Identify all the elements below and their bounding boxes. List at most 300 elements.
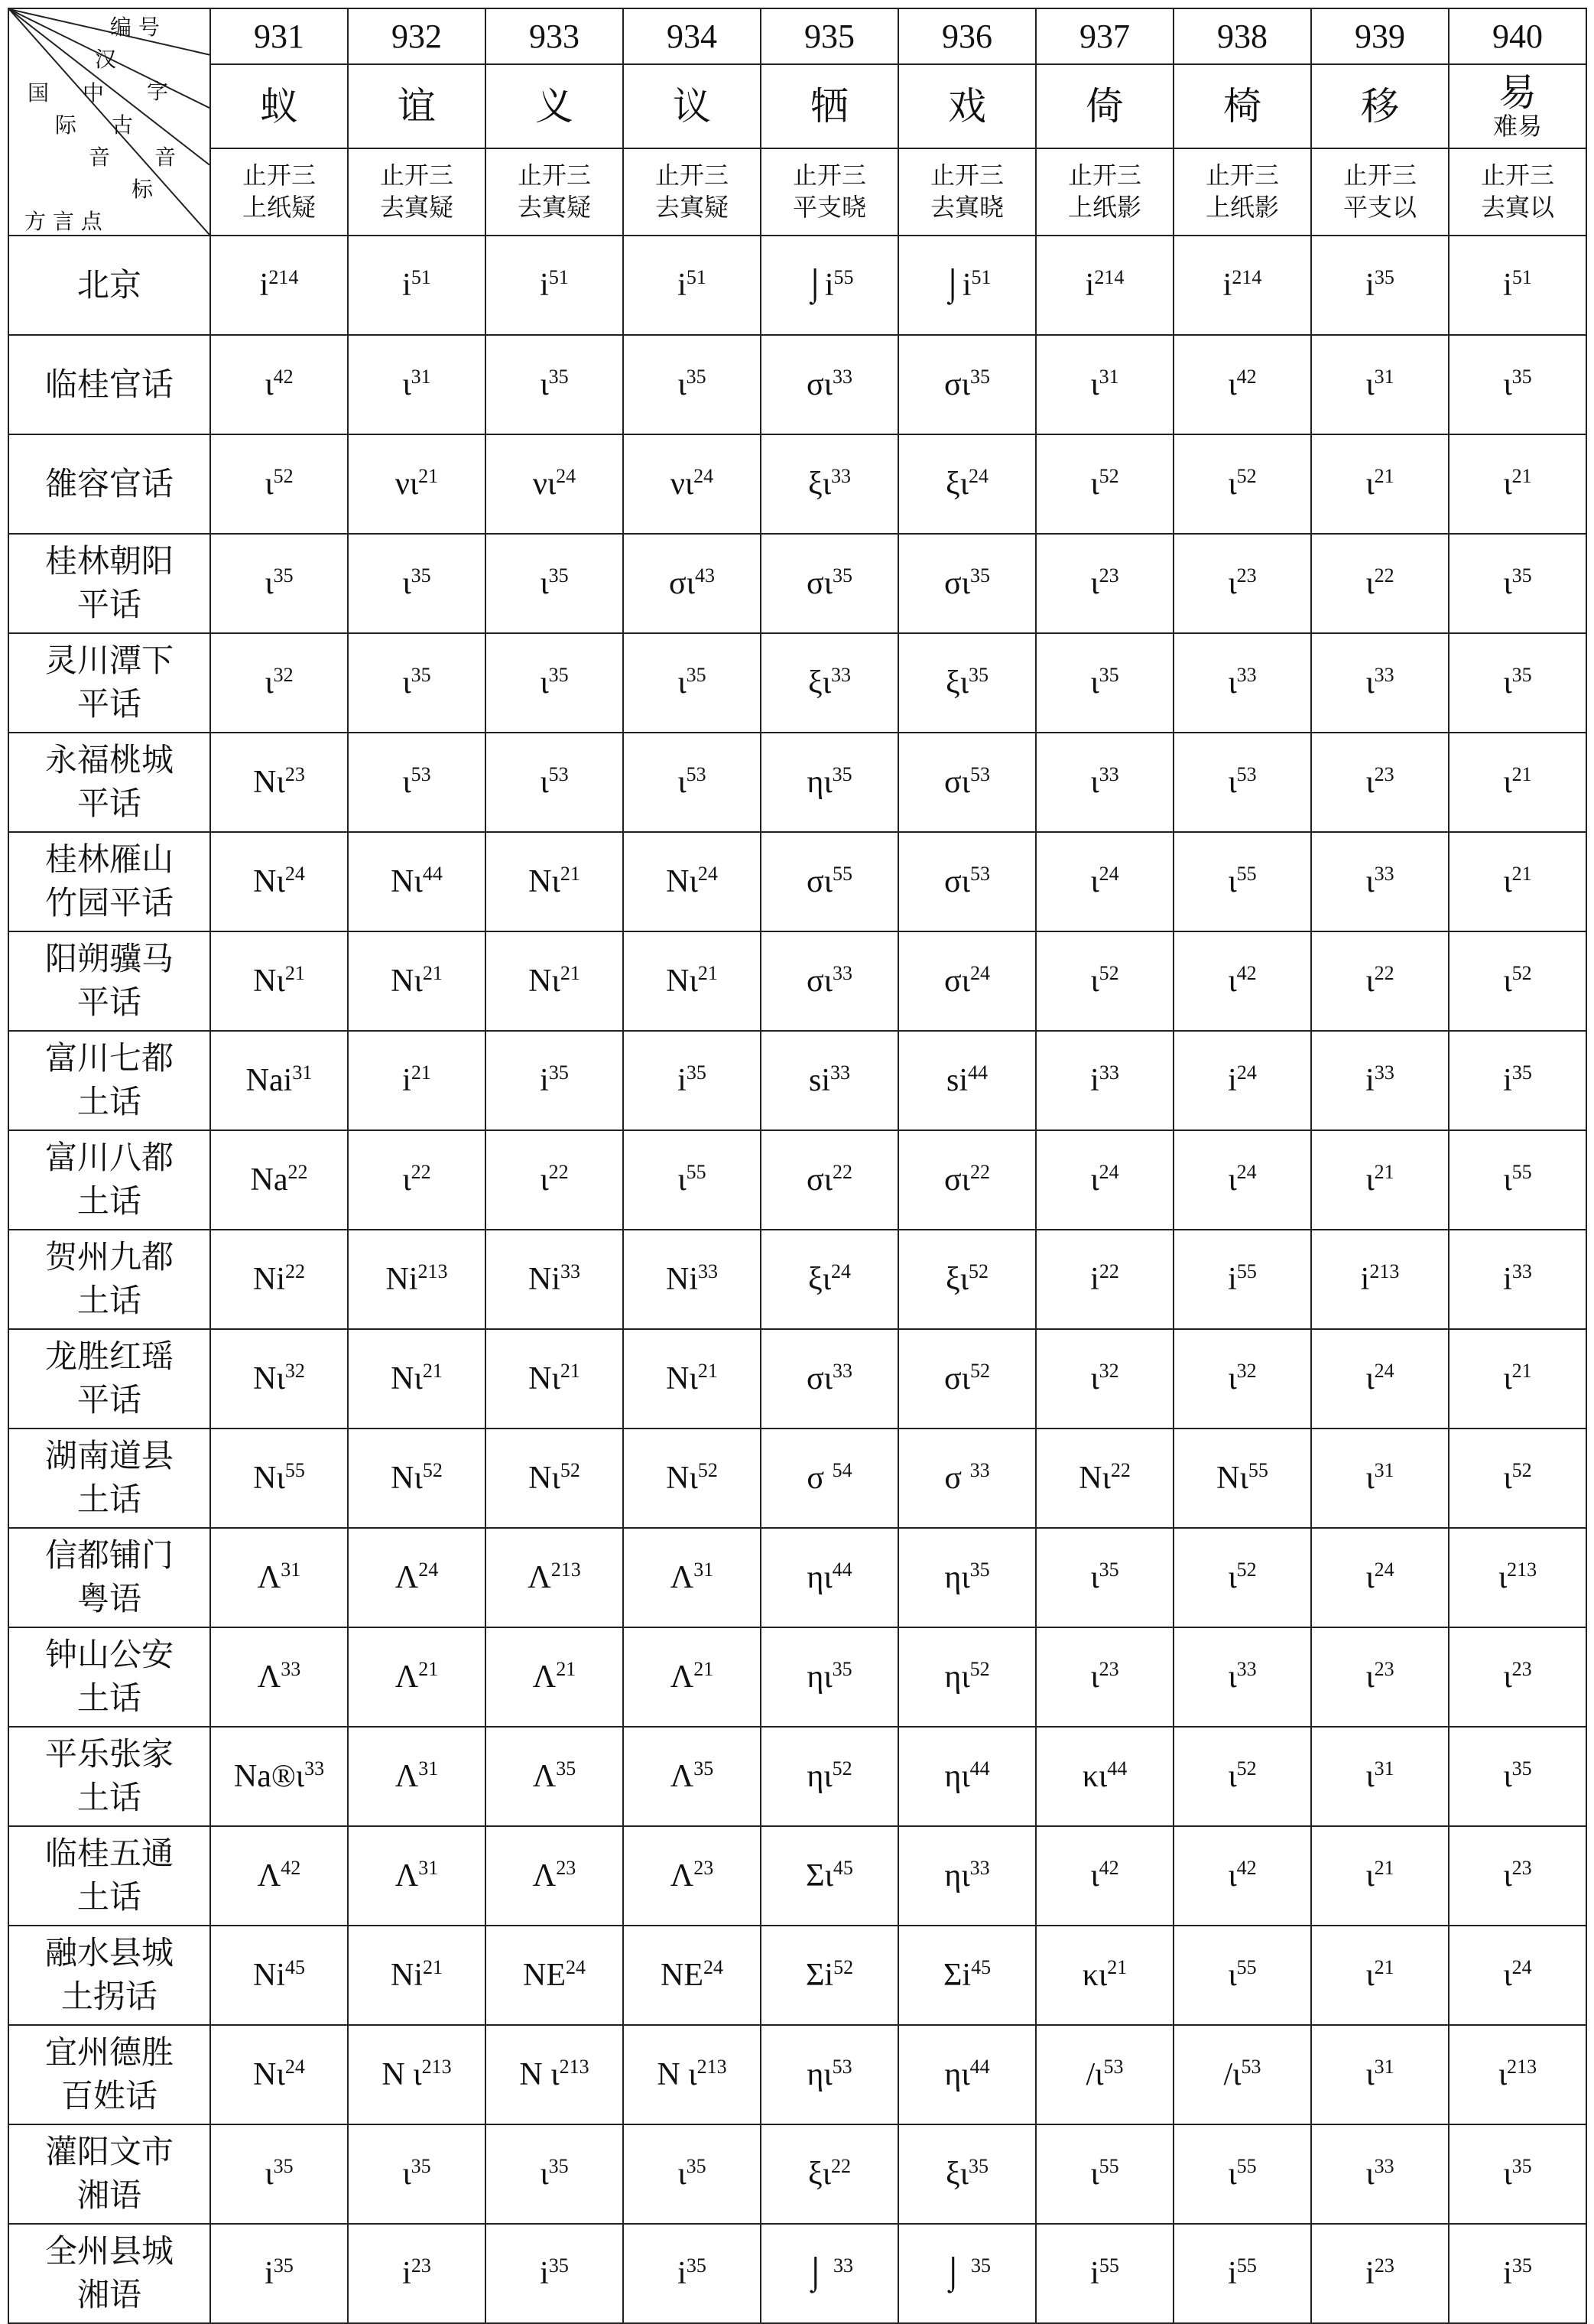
tone-number: 33 [969,1459,990,1481]
pronunciation-base: Λ [394,1560,419,1595]
tone-number: 53 [1236,763,1257,785]
mc-tone-initial: 去寘以 [1480,193,1554,222]
dialect-location-line1: 桂林朝阳 [44,542,174,580]
tone-number: 21 [560,962,580,984]
pronunciation-base: i [1503,1063,1512,1098]
tone-number: 51 [686,266,706,288]
tone-number: 23 [1511,1857,1532,1879]
pronunciation-cell [761,2224,898,2323]
pronunciation-base: i [1222,268,1232,303]
pronunciation-cell [348,633,485,733]
tone-number: 44 [832,1559,852,1581]
tone-number: 51 [971,266,992,288]
pronunciation-cell [1449,434,1586,534]
dialect-location-line2: 土拐话 [60,1978,157,2015]
tone-number: 21 [1107,1956,1128,1978]
pronunciation-cell [1036,335,1174,434]
pronunciation-cell [761,335,898,434]
tone-number: 53 [1103,2056,1124,2078]
pronunciation-base: ι [265,665,274,700]
tone-number: 21 [418,1658,439,1680]
tone-number: 22 [285,1260,305,1282]
pronunciation-cell [898,2025,1036,2124]
table-row [8,1826,1586,1926]
column-middle-chinese [485,148,623,236]
pronunciation-cell [348,2224,485,2323]
dialect-location-line2: 土话 [76,1282,141,1319]
tone-number: 23 [1099,564,1119,587]
tone-number: 35 [273,2155,294,2177]
pronunciation-cell [485,1727,623,1826]
pronunciation-base: N ι [657,2057,697,2092]
tone-number: 52 [969,1658,990,1680]
dialect-location-line1: 雒容官话 [44,464,174,502]
pronunciation-base: νι [394,466,419,502]
pronunciation-cell [1174,236,1311,335]
pronunciation-base: ι [1365,1759,1375,1794]
pronunciation-cell [210,1627,348,1727]
tone-number: 35 [411,664,431,686]
pronunciation-base: σι [807,566,833,601]
tone-number: 55 [1099,2254,1119,2277]
tone-number: 52 [560,1459,580,1481]
pronunciation-base: ι [1365,964,1375,999]
tone-number: 55 [1248,1459,1268,1481]
pronunciation-base: ι [1503,367,1512,402]
pronunciation-base: ι [1503,1162,1512,1198]
pronunciation-cell [1311,1727,1449,1826]
pronunciation-cell [761,236,898,335]
tone-number: 33 [831,465,852,487]
tone-number: 55 [1236,2254,1257,2277]
pronunciation-base: Σi [943,1958,972,1993]
pronunciation-base: ι [1498,2057,1508,2092]
mc-rhyme: 止开三 [379,161,453,190]
table-row [8,1230,1586,1329]
pronunciation-base: σι [807,1162,833,1198]
tone-number: 24 [703,1956,723,1978]
tone-number: 35 [686,366,706,388]
tone-number: 35 [832,763,852,785]
tone-number: 35 [686,1061,706,1084]
pronunciation-base: ι [1090,1361,1099,1396]
tone-number: 35 [969,366,990,388]
pronunciation-cell [623,1627,761,1727]
tone-number: 53 [411,763,431,785]
dialect-location [8,1429,210,1528]
pronunciation-cell [1311,1230,1449,1329]
pronunciation-cell [348,335,485,434]
pronunciation-base: i [677,2256,687,2291]
pronunciation-base: ι [1365,1461,1375,1496]
tone-number: 35 [548,2254,569,2277]
column-character: 移 [1361,83,1399,128]
column-character: 谊 [398,83,436,128]
pronunciation-cell [761,931,898,1031]
pronunciation-cell [1449,1429,1586,1528]
pronunciation-base: ι [1228,1560,1237,1595]
pronunciation-base: ι [1365,1858,1375,1893]
pronunciation-base: σι [807,1361,833,1396]
tone-number: 55 [1236,1260,1257,1282]
pronunciation-base: ι [540,1162,549,1198]
pronunciation-cell [898,1826,1036,1926]
pronunciation-cell [1174,1528,1311,1627]
column-middle-chinese [1174,148,1311,236]
pronunciation-cell [1174,832,1311,931]
pronunciation-base: ι [1503,1759,1512,1794]
pronunciation-base: Nι [253,2057,285,2092]
pronunciation-cell [1174,931,1311,1031]
tone-number: 53 [832,2056,852,2078]
pronunciation-cell [623,1130,761,1230]
pronunciation-base: ηι [807,765,833,800]
pronunciation-cell [1036,1329,1174,1429]
tone-number: 35 [1511,564,1532,587]
pronunciation-base: σι [944,1361,970,1396]
column-number: 933 [485,8,623,64]
mc-tone-initial: 平支以 [1342,193,1417,222]
pronunciation-base: /ι [1223,2057,1242,2092]
tone-number: 21 [1374,465,1394,487]
tone-number: 35 [1511,2254,1532,2277]
pronunciation-cell [1174,534,1311,633]
pronunciation-base: i [1228,1063,1237,1098]
pronunciation-cell [210,633,348,733]
pronunciation-cell [623,335,761,434]
tone-number: 24 [1374,1559,1394,1581]
tone-number: 55 [686,1161,706,1183]
pronunciation-cell [1036,931,1174,1031]
mc-rhyme: 止开三 [1480,161,1554,190]
dialect-location-line2: 粤语 [76,1580,141,1617]
dialect-location-line2: 土话 [76,1679,141,1717]
tone-number: 33 [1511,1260,1532,1282]
tone-number: 35 [970,2254,991,2277]
pronunciation-cell [1311,1528,1449,1627]
tone-number: 24 [284,2056,305,2078]
column-character: 议 [673,83,711,128]
pronunciation-cell [1036,1826,1174,1926]
pronunciation-base: ι [1365,367,1375,402]
pronunciation-base: ι [1365,566,1375,601]
corner-label-ji: 际 [55,112,77,138]
pronunciation-base: ι [265,466,274,502]
pronunciation-cell [485,534,623,633]
tone-number: 21 [560,1360,580,1382]
pronunciation-base: ι [1090,765,1099,800]
tone-number: 31 [1099,366,1119,388]
pronunciation-base: Ni [391,1958,423,1993]
tone-number: 24 [418,1559,439,1581]
tone-number: 35 [1511,2155,1532,2177]
tone-number: 35 [686,2254,706,2277]
column-character: 易 [1498,70,1537,115]
pronunciation-base: i [677,268,687,303]
pronunciation-cell [485,832,623,931]
tone-number: 42 [281,1857,301,1879]
tone-number: 33 [1374,863,1394,885]
pronunciation-base: ι [1090,1659,1099,1695]
table-row [8,733,1586,832]
pronunciation-base: i [1503,268,1512,303]
tone-number: 21 [422,962,443,984]
pronunciation-base: Nι [391,1361,423,1396]
pronunciation-base: Λ [670,1759,694,1794]
pronunciation-base: ηι [944,1759,970,1794]
pronunciation-cell [1449,2025,1586,2124]
pronunciation-base: i [540,268,549,303]
tone-number: 44 [969,2056,990,2078]
dialect-location-line1: 永福桃城 [44,741,174,779]
pronunciation-base: i [402,2256,411,2291]
tone-number: 35 [1374,266,1394,288]
dialect-location [8,1727,210,1826]
tone-number: 33 [1374,1061,1394,1084]
tone-number: 35 [548,664,569,686]
pronunciation-cell [1036,1528,1174,1627]
pronunciation-base: ι [402,1162,411,1198]
tone-number: 21 [1374,1161,1394,1183]
pronunciation-cell [1311,2025,1449,2124]
pronunciation-base: Λ [257,1858,281,1893]
pronunciation-cell [210,733,348,832]
tone-number: 35 [1511,1757,1532,1780]
tone-number: 31 [1374,1459,1394,1481]
pronunciation-base: ι [1503,1858,1512,1893]
pronunciation-cell [761,2124,898,2224]
column-number: 934 [623,8,761,64]
tone-number: 31 [411,366,431,388]
pronunciation-cell [1449,1528,1586,1627]
pronunciation-base: ι [1228,1162,1237,1198]
pronunciation-cell [485,335,623,434]
pronunciation-base: ι [1503,566,1512,601]
pronunciation-cell [1449,733,1586,832]
dialect-location-line1: 湖南道县 [44,1437,174,1475]
pronunciation-cell [1449,534,1586,633]
pronunciation-base: ι [1228,1759,1237,1794]
dialect-location-line2: 竹园平话 [44,884,174,921]
pronunciation-base: ι [1228,2157,1237,2192]
pronunciation-base: σι [807,367,833,402]
tone-number: 42 [1236,962,1257,984]
pronunciation-cell [1311,931,1449,1031]
tone-number: 24 [284,863,305,885]
pronunciation-base: Λ [670,1560,694,1595]
pronunciation-cell [898,2224,1036,2323]
tone-number: 22 [832,1161,852,1183]
mc-tone-initial: 去寘疑 [517,193,591,222]
pronunciation-base: Λ [532,1659,557,1695]
pronunciation-base: ι [540,765,549,800]
tone-number: 24 [1374,1360,1394,1382]
tone-number: 33 [831,664,852,686]
pronunciation-cell [1311,1429,1449,1528]
tone-number: 35 [1099,1559,1119,1581]
tone-number: 21 [411,1061,431,1084]
pronunciation-base: ⌡i [943,268,972,303]
column-character-cell [210,64,348,148]
pronunciation-cell [623,534,761,633]
pronunciation-base: ι [402,566,411,601]
dialect-location-line1: 富川七都 [44,1039,174,1077]
tone-number: 35 [1511,664,1532,686]
pronunciation-cell [898,335,1036,434]
pronunciation-base: ι [402,765,411,800]
corner-label-zi: 字 [147,79,169,104]
tone-number: 33 [832,1360,852,1382]
pronunciation-cell [1449,633,1586,733]
pronunciation-base: Λ [528,1560,551,1595]
pronunciation-cell [1036,633,1174,733]
pronunciation-cell [1311,236,1449,335]
dialect-location-line1: 龙胜红瑶 [44,1338,174,1376]
tone-number: 213 [421,2056,452,2078]
pronunciation-cell [210,1230,348,1329]
tone-number: 21 [1374,1857,1394,1879]
pronunciation-cell [210,2224,348,2323]
pronunciation-cell [761,1130,898,1230]
pronunciation-cell [898,1627,1036,1727]
pronunciation-base: ι [1365,765,1375,800]
pronunciation-cell [761,733,898,832]
pronunciation-base: ι [1090,665,1099,700]
pronunciation-cell [210,1329,348,1429]
pronunciation-base: ι [265,367,274,402]
tone-number: 45 [833,1857,853,1879]
pronunciation-base: Nι [528,1361,560,1396]
pronunciation-cell [210,832,348,931]
pronunciation-cell [485,2124,623,2224]
pronunciation-base: κι [1082,1958,1108,1993]
pronunciation-base: i [1090,2256,1099,2291]
tone-number: 24 [693,465,714,487]
pronunciation-base: i [540,2256,549,2291]
pronunciation-cell [348,1031,485,1130]
pronunciation-cell [210,236,348,335]
pronunciation-cell [1174,1329,1311,1429]
header-corner-cell [8,8,210,236]
pronunciation-cell [485,2224,623,2323]
pronunciation-cell [1036,1429,1174,1528]
pronunciation-base: ι [1365,665,1375,700]
pronunciation-base: ι [1503,964,1512,999]
pronunciation-cell [1174,1031,1311,1130]
pronunciation-cell [210,2025,348,2124]
dialect-location [8,1329,210,1429]
pronunciation-cell [210,1031,348,1130]
pronunciation-base: i [1503,1262,1512,1297]
pronunciation-base: κι [1082,1759,1108,1794]
tone-number: 35 [969,2155,989,2177]
pronunciation-cell [898,1031,1036,1130]
tone-number: 35 [411,564,431,587]
pronunciation-cell [485,236,623,335]
tone-number: 31 [1374,1757,1394,1780]
pronunciation-base: Nι [253,765,285,800]
pronunciation-cell [761,1429,898,1528]
dialect-location-line2: 百姓话 [60,2077,157,2114]
pronunciation-base: Λ [257,1659,281,1695]
pronunciation-base: i [259,268,269,303]
tone-number: 21 [556,1658,576,1680]
pronunciation-base: ι [1228,1958,1237,1993]
pronunciation-base: Ni [253,1958,285,1993]
pronunciation-base: σι [944,864,970,899]
pronunciation-base: ι [1228,765,1237,800]
tone-number: 23 [1099,1658,1119,1680]
pronunciation-cell [1036,2224,1174,2323]
pronunciation-cell [1311,832,1449,931]
pronunciation-cell [485,1528,623,1627]
pronunciation-cell [898,1429,1036,1528]
table-row [8,335,1586,434]
dialect-location [8,633,210,733]
pronunciation-cell [485,1926,623,2025]
tone-number: 55 [284,1459,305,1481]
tone-number: 52 [833,1956,854,1978]
pronunciation-cell [1036,434,1174,534]
dialect-location-line1: 贺州九都 [44,1238,174,1276]
tone-number: 55 [1236,863,1257,885]
pronunciation-cell [623,832,761,931]
pronunciation-cell [1174,2025,1311,2124]
pronunciation-base: ι [1228,566,1237,601]
pronunciation-cell [761,1926,898,2025]
column-number: 932 [348,8,485,64]
corner-label-han: 汉 [95,47,117,72]
pronunciation-base: Nι [1216,1461,1248,1496]
pronunciation-base: σι [669,566,695,601]
pronunciation-base: ι [540,2157,549,2192]
tone-number: 23 [556,1857,576,1879]
tone-number: 35 [969,564,990,587]
pronunciation-cell [1449,1031,1586,1130]
dialect-location-line1: 阳朔骥马 [44,940,174,978]
tone-number: 24 [1236,1161,1257,1183]
tone-number: 35 [548,564,569,587]
column-middle-chinese [1036,148,1174,236]
pronunciation-base: σι [944,765,970,800]
tone-number: 55 [1236,2155,1257,2177]
tone-number: 45 [971,1956,992,1978]
tone-number: 42 [1099,1857,1119,1879]
pronunciation-base: ι [1365,1958,1375,1993]
pronunciation-cell [1036,2124,1174,2224]
pronunciation-base: ι [1365,466,1375,502]
pronunciation-base: ι [1365,2157,1375,2192]
tone-number: 24 [556,465,576,487]
tone-number: 52 [422,1459,443,1481]
pronunciation-cell [485,1627,623,1727]
pronunciation-base: ι [1228,665,1237,700]
pronunciation-base: ηι [807,1560,833,1595]
column-character-cell [1174,64,1311,148]
mc-rhyme: 止开三 [242,161,316,190]
pronunciation-cell [1311,335,1449,434]
tone-number: 31 [281,1559,301,1581]
tone-number: 44 [422,863,443,885]
tone-number: 21 [697,962,718,984]
tone-number: 31 [693,1559,714,1581]
tone-number: 21 [697,1360,718,1382]
pronunciation-cell [1449,1130,1586,1230]
tone-number: 52 [969,1260,989,1282]
pronunciation-base: ι [265,2157,274,2192]
pronunciation-base: Λ [532,1858,557,1893]
tone-number: 42 [1236,1857,1257,1879]
